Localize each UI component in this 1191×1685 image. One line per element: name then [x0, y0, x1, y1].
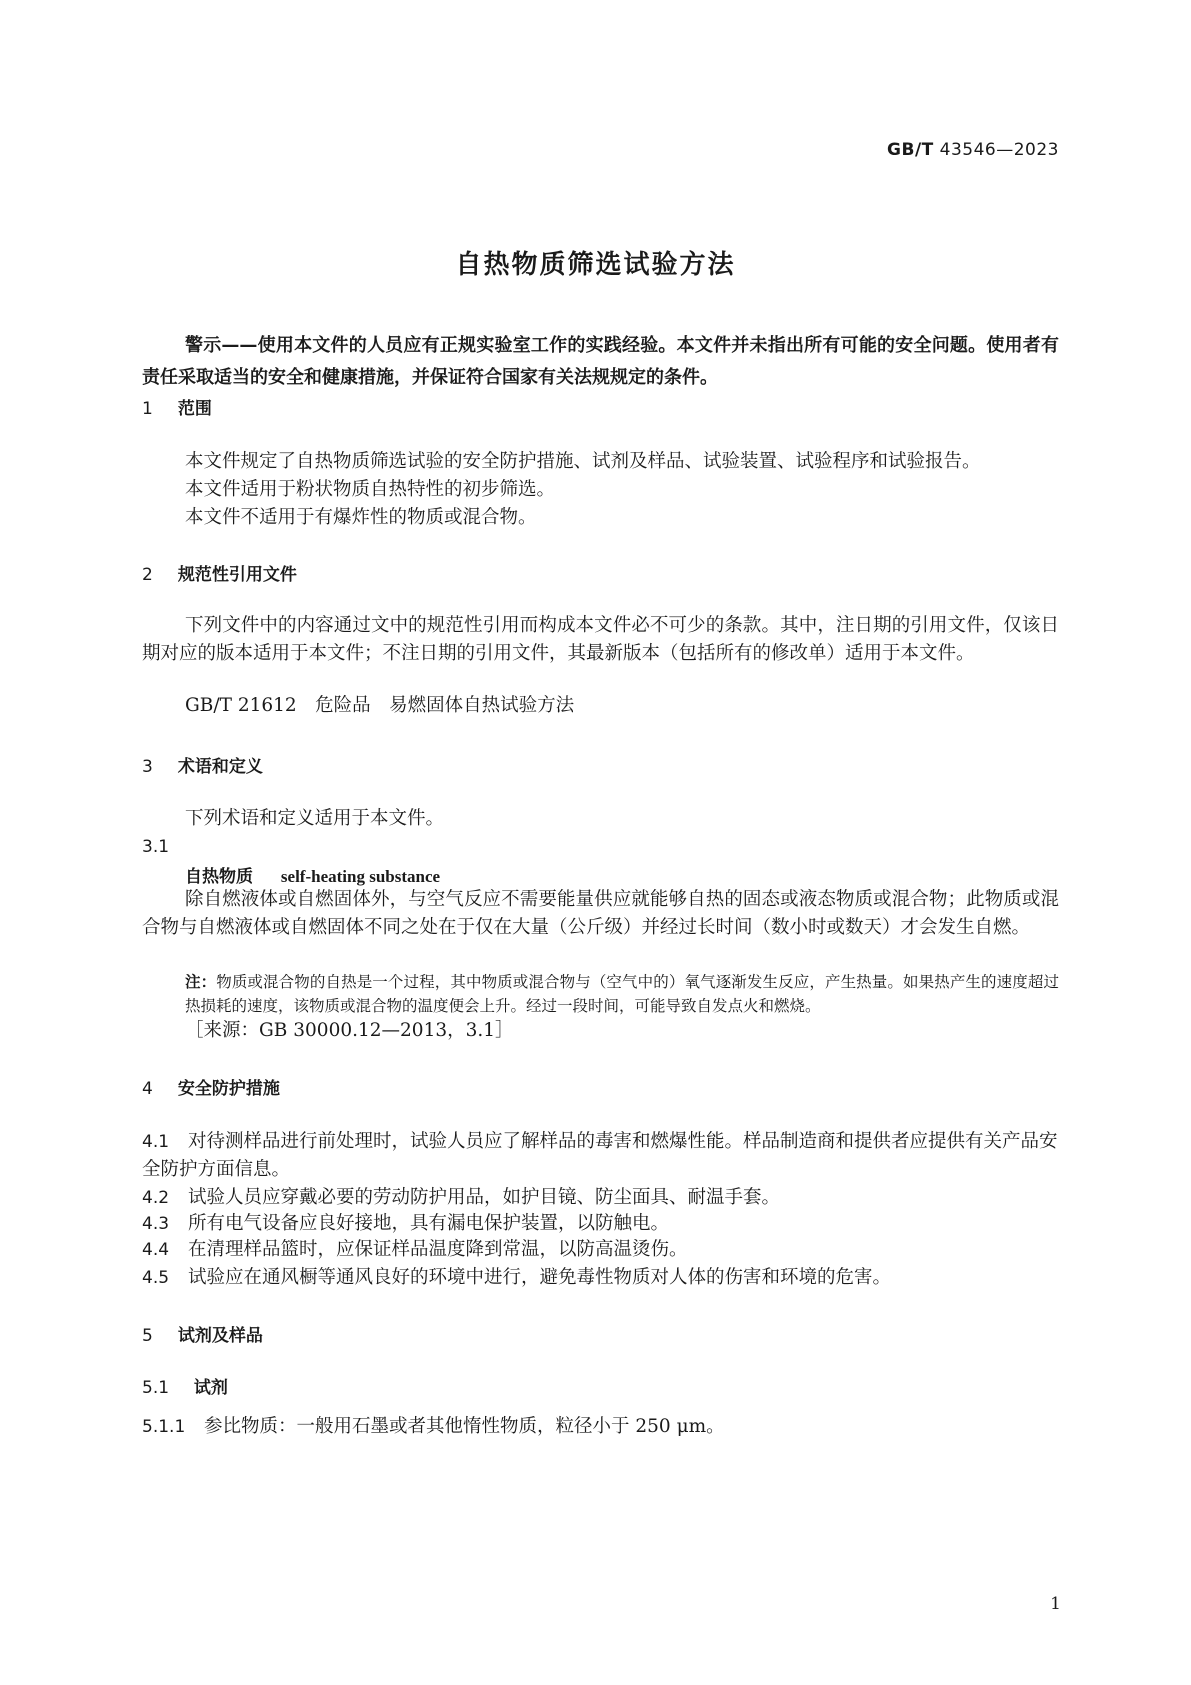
warning-paragraph: 警示——使用本文件的人员应有正规实验室工作的实践经验。本文件并未指出所有可能的安全问题。使用者有责任采取适当的安全和健康措施，并保证符合国家有关法规规定的条件。	[142, 335, 1059, 388]
section-3-paragraph: 下列术语和定义适用于本文件。	[185, 808, 445, 829]
term-number	[142, 833, 1059, 861]
section-5-title: 试剂及样品	[177, 1326, 263, 1346]
section-2-number: 2	[142, 565, 153, 585]
clause-4-4-text: 在清理样品篮时，应保证样品温度降到常温，以防高温烫伤。	[188, 1239, 688, 1260]
section-1-heading	[142, 394, 212, 419]
standard-code-number: 43546—2023	[939, 140, 1059, 160]
clause-4-5-text: 试验应在通风橱等通风良好的环境中进行，避免毒性物质对人体的伤害和环境的危害。	[188, 1267, 892, 1288]
section-1-paragraph-2: 本文件适用于粉状物质自热特性的初步筛选。	[185, 479, 556, 500]
section-1-paragraph-3: 本文件不适用于有爆炸性的物质或混合物。	[185, 507, 537, 528]
term-definition: 除自燃液体或自燃固体外，与空气反应不需要能量供应就能够自热的固态或液态物质或混合物；此物质或混合物与自燃液体或自燃固体不同之处在于仅在大量（公斤级）并经过长时间（数小时或数天）才会发生自燃。	[142, 889, 1059, 938]
standard-code-prefix: GB/T	[887, 140, 934, 160]
section-3-number: 3	[142, 757, 153, 777]
term-note-text: 物质或混合物的自热是一个过程，其中物质或混合物与（空气中的）氧气逐渐发生反应，产生热量。如果热产生的速度超过热损耗的速度，该物质或混合物的温度便会上升。经过一段时间，可能导致自发点火和燃烧。	[185, 973, 1059, 1015]
clause-4-2-text: 试验人员应穿戴必要的劳动防护用品，如护目镜、防尘面具、耐温手套。	[188, 1187, 781, 1208]
standard-code	[887, 140, 1059, 160]
clause-4-5	[142, 1264, 1059, 1292]
clause-5-1-1-text: 参比物质：一般用石墨或者其他惰性物质，粒径小于 250 μm。	[204, 1416, 725, 1437]
document-title: 自热物质筛选试验方法	[455, 250, 736, 280]
section-2-title: 规范性引用文件	[177, 565, 297, 585]
clause-4-4-number: 4.4	[142, 1240, 170, 1260]
section-1-number: 1	[142, 399, 153, 419]
term-entry	[185, 862, 440, 887]
page-number: 1	[1050, 1594, 1061, 1614]
clause-4-4	[142, 1236, 1059, 1264]
term-number-label: 3.1	[142, 837, 170, 857]
section-5-heading	[142, 1321, 263, 1346]
clause-4-3	[142, 1210, 1059, 1238]
section-4-heading	[142, 1074, 280, 1099]
clause-4-2	[142, 1184, 1059, 1212]
section-5-1-heading	[142, 1373, 228, 1398]
clause-4-1-text: 对待测样品进行前处理时，试验人员应了解样品的毒害和燃爆性能。样品制造商和提供者应提供有关产品安全防护方面信息。	[142, 1131, 1058, 1180]
section-1-title: 范围	[177, 399, 212, 419]
term-english: self-heating substance	[280, 867, 441, 886]
section-1-paragraph-1: 本文件规定了自热物质筛选试验的安全防护措施、试剂及样品、试验装置、试验程序和试验报告。	[185, 451, 981, 472]
term-note	[185, 970, 1059, 1018]
term-chinese: 自热物质	[185, 867, 253, 887]
normative-reference: GB/T 21612 危险品 易燃固体自热试验方法	[185, 695, 575, 716]
section-2-heading	[142, 560, 297, 585]
section-5-1-number: 5.1	[142, 1378, 170, 1398]
section-5-number: 5	[142, 1326, 153, 1346]
clause-4-1-number: 4.1	[142, 1132, 170, 1152]
section-2-paragraph: 下列文件中的内容通过文中的规范性引用而构成本文件必不可少的条款。其中，注日期的引用文件，仅该日期对应的版本适用于本文件；不注日期的引用文件，其最新版本（包括所有的修改单）适用于本文件。	[142, 615, 1059, 664]
clause-4-5-number: 4.5	[142, 1268, 170, 1288]
section-4-title: 安全防护措施	[177, 1079, 280, 1099]
term-note-label: 注：	[185, 973, 217, 991]
clause-4-1	[142, 1128, 1059, 1184]
section-4-number: 4	[142, 1079, 153, 1099]
clause-4-3-text: 所有电气设备应良好接地，具有漏电保护装置，以防触电。	[188, 1213, 670, 1234]
section-3-title: 术语和定义	[177, 757, 263, 777]
clause-5-1-1	[142, 1413, 1059, 1441]
clause-4-2-number: 4.2	[142, 1188, 170, 1208]
section-3-heading	[142, 752, 263, 777]
term-source: ［来源：GB 30000.12—2013，3.1］	[185, 1020, 514, 1041]
section-5-1-title: 试剂	[193, 1378, 228, 1398]
clause-5-1-1-number: 5.1.1	[142, 1417, 186, 1437]
clause-4-3-number: 4.3	[142, 1214, 170, 1234]
